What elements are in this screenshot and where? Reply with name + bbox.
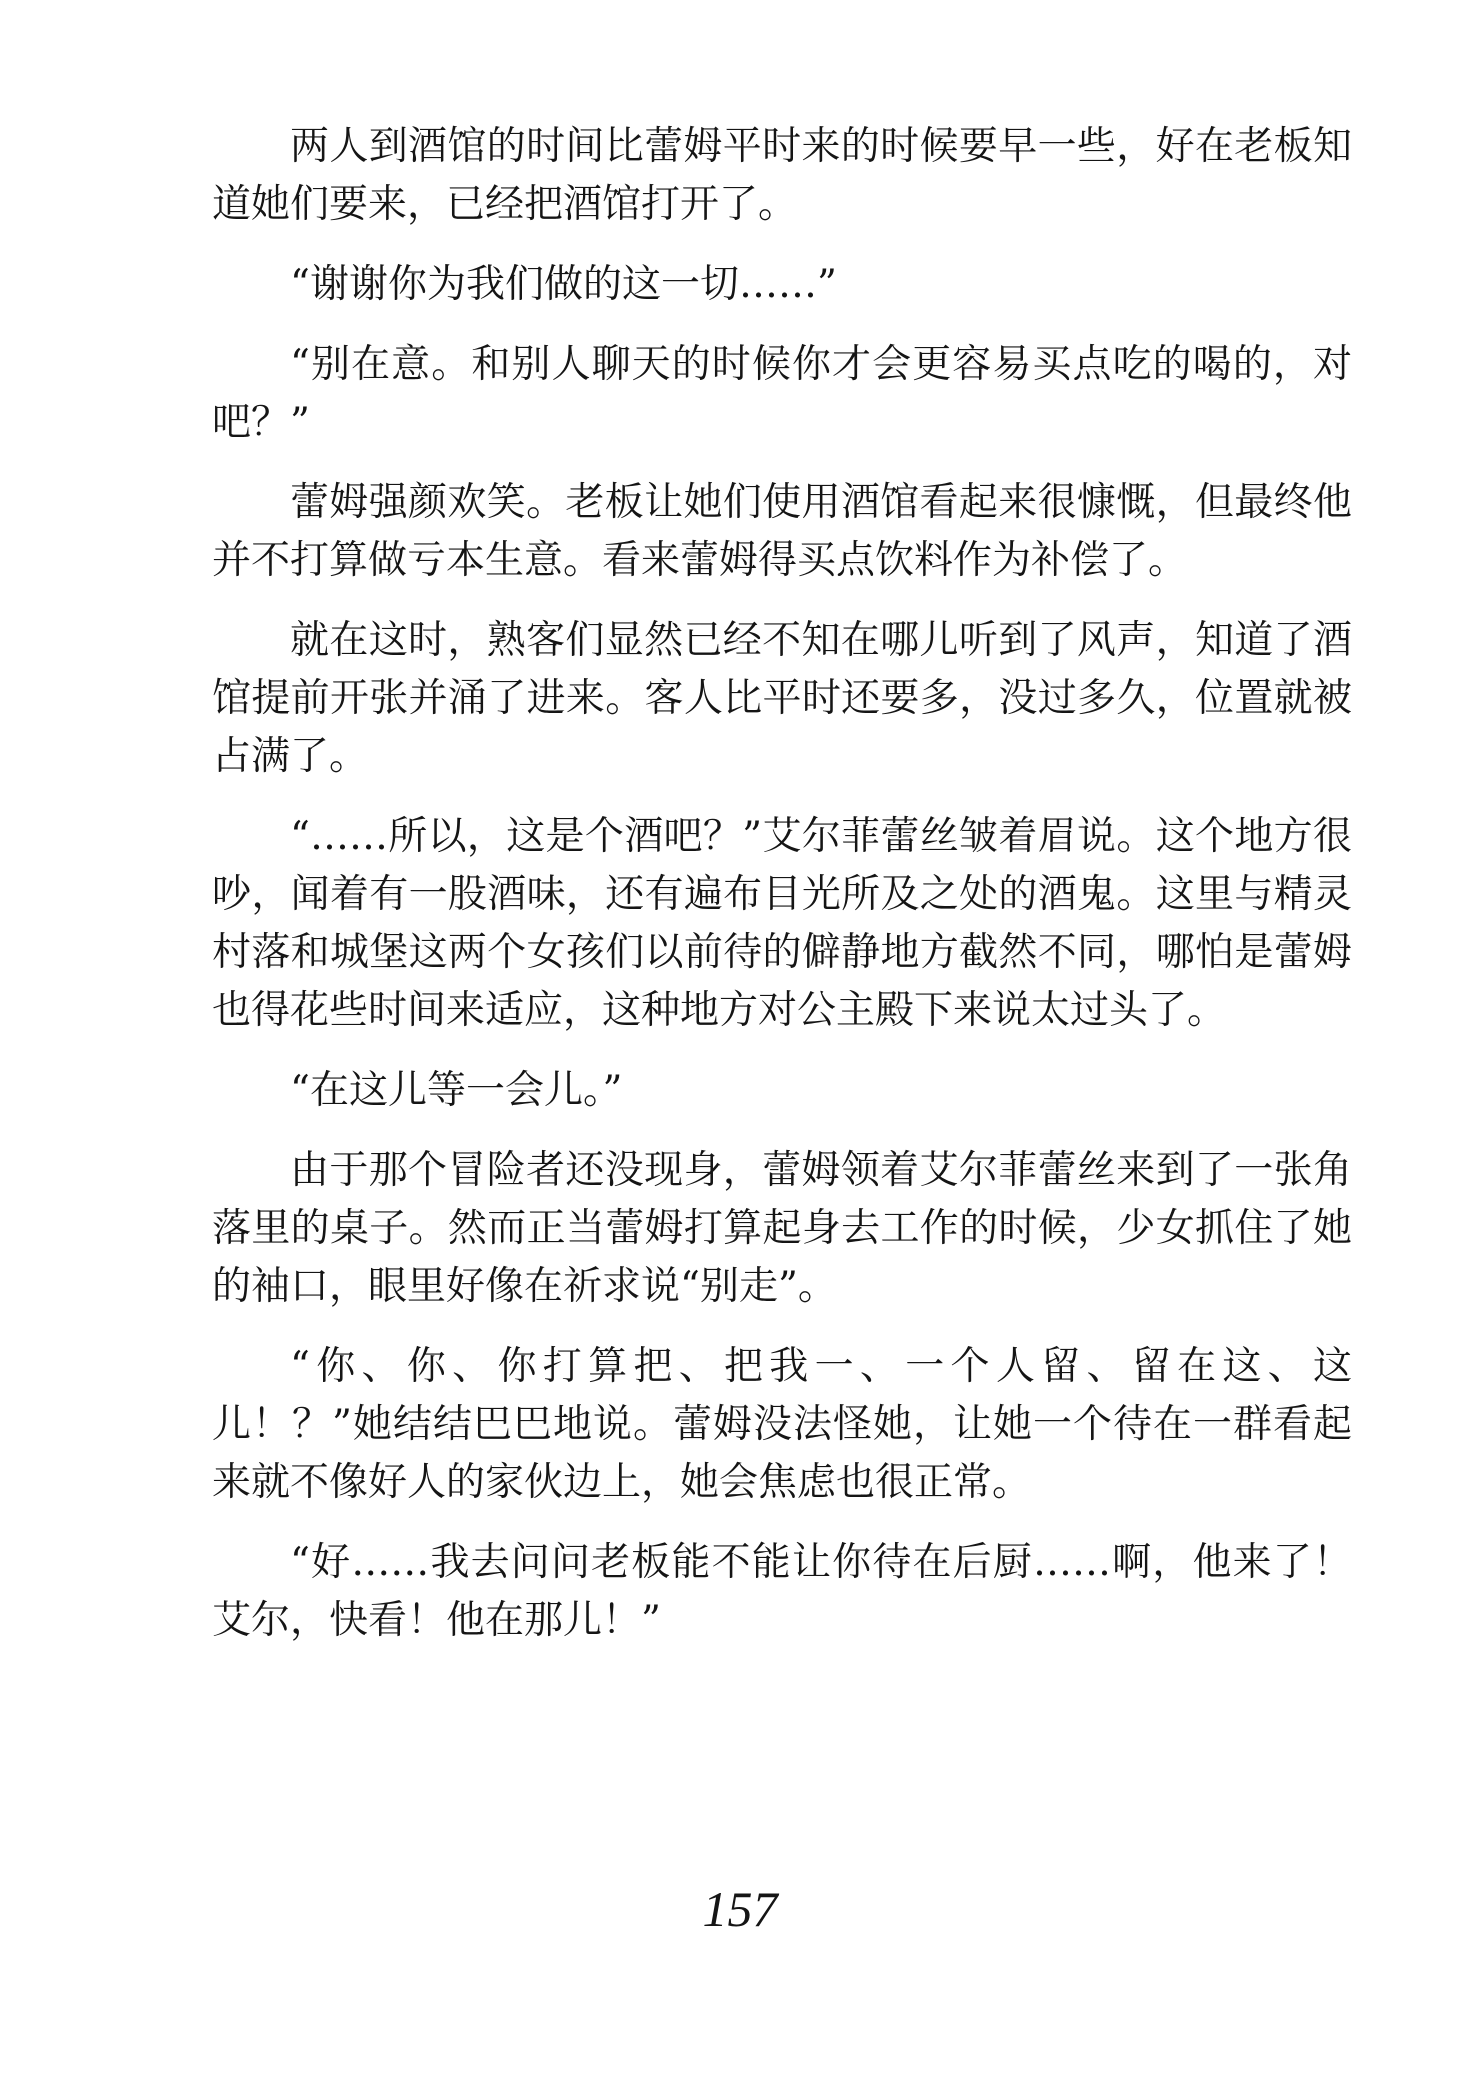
paragraph: “别在意。和别人聊天的时候你才会更容易买点吃的喝的，对吧？”: [212, 342, 1352, 445]
paragraph: 由于那个冒险者还没现身，蕾姆领着艾尔菲蕾丝来到了一张角落里的桌子。然而正当蕾姆打算起身去工作的时候，少女抓住了她的袖口，眼里好像在祈求说“别走”。: [212, 1148, 1352, 1309]
paragraph: 两人到酒馆的时间比蕾姆平时来的时候要早一些，好在老板知道她们要来，已经把酒馆打开了。: [212, 124, 1352, 227]
paragraph: “谢谢你为我们做的这一切……”: [290, 262, 837, 307]
paragraph: 蕾姆强颜欢笑。老板让她们使用酒馆看起来很慷慨，但最终他并不打算做亏本生意。看来蕾姆得买点饮料作为补偿了。: [212, 480, 1352, 583]
body-text: [212, 118, 1352, 1672]
paragraph: “你、你、你打算把、把我一、一个人留、留在这、这儿！？”她结结巴巴地说。蕾姆没法怪她，让她一个待在一群看起来就不像好人的家伙边上，她会焦虑也很正常。: [212, 1344, 1352, 1505]
paragraph: “好……我去问问老板能不能让你待在后厨……啊，他来了！艾尔，快看！他在那儿！”: [212, 1540, 1352, 1643]
paragraph: 就在这时，熟客们显然已经不知在哪儿听到了风声，知道了酒馆提前开张并涌了进来。客人比平时还要多，没过多久，位置就被占满了。: [212, 618, 1352, 779]
paragraph: “在这儿等一会儿。”: [290, 1068, 623, 1113]
paragraph: “……所以，这是个酒吧？”艾尔菲蕾丝皱着眉说。这个地方很吵，闻着有一股酒味，还有遍布目光所及之处的酒鬼。这里与精灵村落和城堡这两个女孩们以前待的僻静地方截然不同，哪怕是蕾姆也得花些时间来适应，这种地方对公主殿下来说太过头了。: [212, 814, 1352, 1033]
page-number: 157: [702, 1881, 778, 1937]
